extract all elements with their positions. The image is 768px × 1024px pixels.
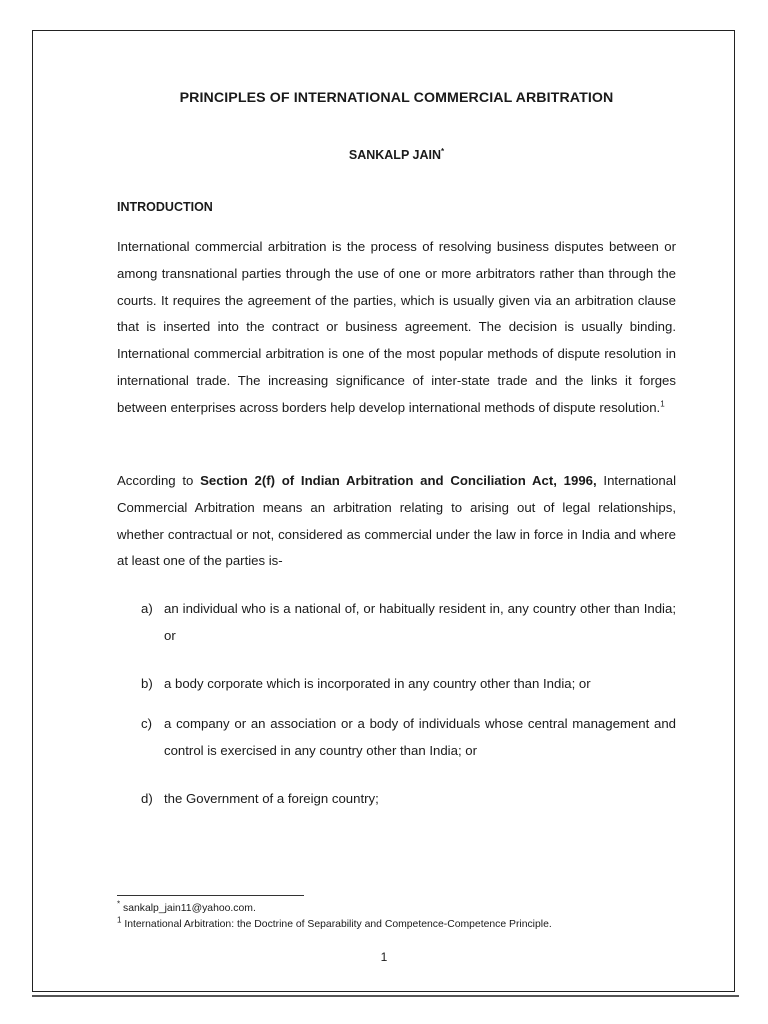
list-item bbox=[141, 786, 676, 813]
footnote-mark: 1 bbox=[117, 915, 122, 925]
list-item-text: the Government of a foreign country; bbox=[164, 791, 379, 806]
statute-reference: Section 2(f) of Indian Arbitration and Conciliation Act, 1996, bbox=[200, 473, 597, 488]
list-marker: d) bbox=[141, 791, 153, 806]
footnote-mark: * bbox=[117, 899, 121, 909]
definition-lead: According to bbox=[117, 473, 201, 488]
footnote-email bbox=[117, 899, 676, 916]
document-title-text: PRINCIPLES OF INTERNATIONAL COMMERCIAL ARBITRATION bbox=[179, 90, 614, 106]
footnote-text: sankalp_jain11@yahoo.com. bbox=[120, 903, 256, 914]
list-marker: a) bbox=[141, 601, 153, 616]
intro-paragraph-text: International commercial arbitration is the process of resolving business disputes between or among transnational parties through the use of one or more arbitrators rather than through the courts. It requires the agreement of the parties, which is usually given via an arbitration clause that is inserted into the contract or business agreement. The decision is usually binding. International commercial arbitration is one of the most popular methods of dispute resolution in international trade. The increasing significance of inter-state trade and the links it forges between enterprises across borders help develop international methods of dispute resolution. bbox=[117, 239, 676, 415]
list-item-text: an individual who is a national of, or habitually resident in, any country other than India; or bbox=[164, 601, 676, 643]
author-footnote-mark: * bbox=[441, 146, 445, 156]
definition-rest: International Commercial Arbitration means an arbitration relating to arising out of legal relationships, whether contractual or not, considered as commercial under the law in force in India and where at least one of the parties is- bbox=[117, 473, 677, 569]
footnote-separator bbox=[117, 895, 304, 896]
page-edge-shadow bbox=[32, 995, 739, 997]
footnote-reference bbox=[117, 915, 676, 932]
author-name: SANKALP JAIN bbox=[348, 148, 442, 162]
list-item-text: a company or an association or a body of individuals whose central management and control is exercised in any country other than India; or bbox=[164, 716, 676, 758]
section-heading: INTRODUCTION bbox=[117, 200, 213, 214]
definition-paragraph bbox=[117, 468, 676, 575]
author-line bbox=[117, 148, 676, 162]
intro-footnote-mark: 1 bbox=[660, 399, 665, 409]
intro-paragraph bbox=[117, 234, 676, 422]
list-marker: c) bbox=[141, 716, 152, 731]
list-item bbox=[141, 671, 676, 698]
list-item-text: a body corporate which is incorporated in any country other than India; or bbox=[164, 676, 591, 691]
page-number: 1 bbox=[380, 950, 388, 964]
list-item bbox=[141, 596, 676, 650]
list-item bbox=[141, 711, 676, 765]
footnote-text: International Arbitration: the Doctrine of Separability and Competence-Competence Principle. bbox=[121, 919, 552, 930]
list-marker: b) bbox=[141, 676, 153, 691]
document-title bbox=[117, 90, 676, 106]
